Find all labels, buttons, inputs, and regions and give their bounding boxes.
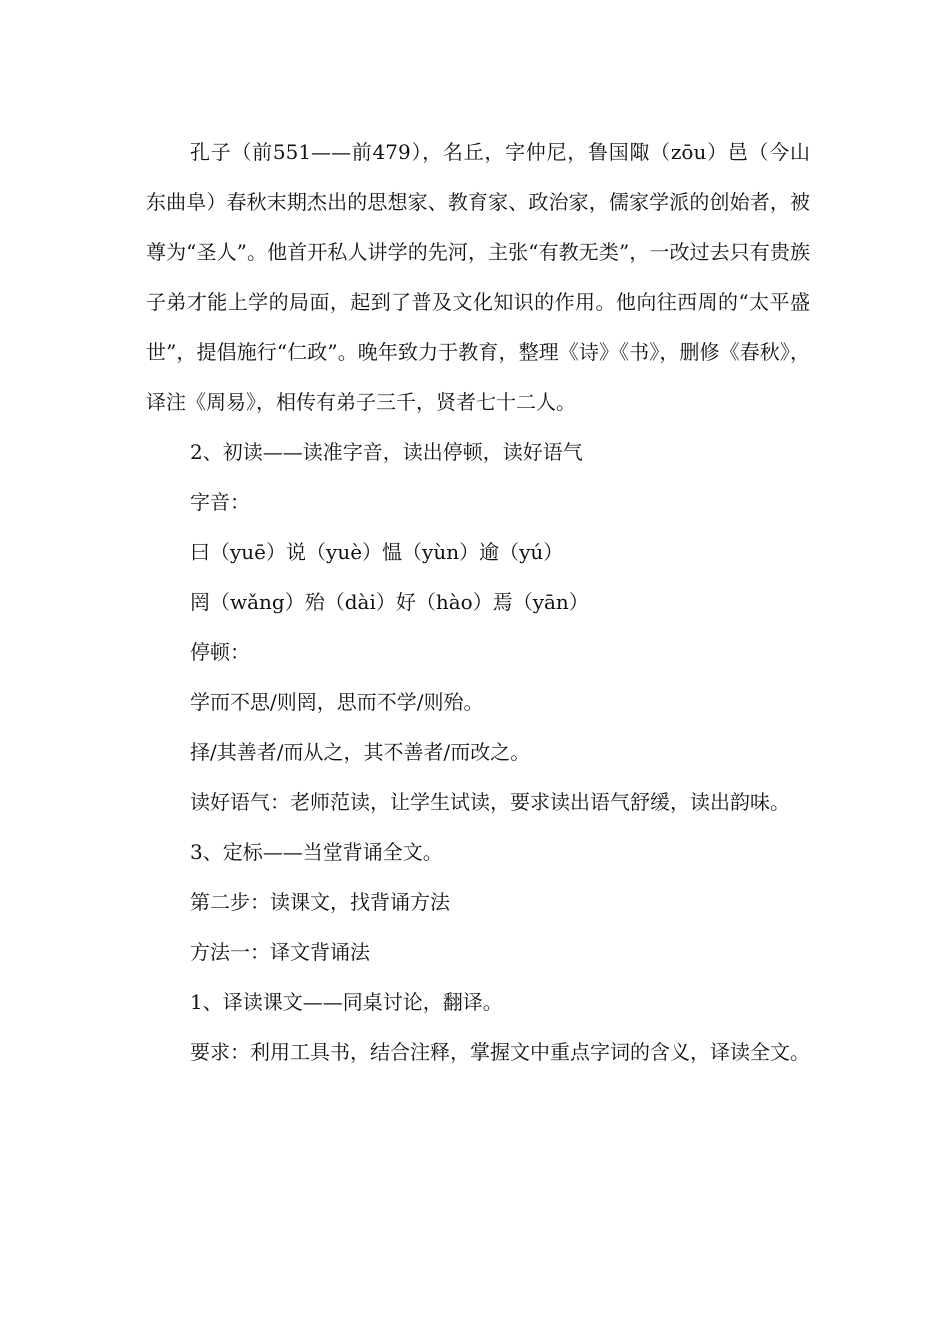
paragraph-pronunciation-line-1: 曰（yuē）说（yuè）愠（yùn）逾（yú） <box>190 540 564 564</box>
paragraph-pause-line-2: 择/其善者/而从之，其不善者/而改之。 <box>190 740 531 764</box>
paragraph-requirements: 要求：利用工具书，结合注释，掌握文中重点字词的含义，译读全文。 <box>190 1040 810 1064</box>
paragraph-step-two: 第二步：读课文，找背诵方法 <box>190 890 450 914</box>
paragraph-pause-line-1: 学而不思/则罔，思而不学/则殆。 <box>190 690 484 714</box>
paragraph-method-one: 方法一：译文背诵法 <box>190 940 370 964</box>
paragraph-pause-heading: 停顿： <box>190 640 250 664</box>
paragraph-confucius-intro: 孔子（前551——前479），名丘，字仲尼，鲁国陬（zōu）邑（今山东曲阜）春秋末期杰出的思想家、教育家、政治家，儒家学派的创始者，被尊为“圣人”。他首开私人讲学的先河，主张“有教无类”，一改过去只有贵族子弟才能上学的局面，起到了普及文化知识的作用。他向往西周的“太平盛世”，提倡施行“仁政”。晚年致力于教育，整理《诗》《书》，删修《春秋》，译注《周易》，相传有弟子三千，贤者七十二人。 <box>146 140 810 414</box>
paragraph-tone: 读好语气：老师范读，让学生试读，要求读出语气舒缓，读出韵味。 <box>190 790 790 814</box>
paragraph-pronunciation-line-2: 罔（wǎng）殆（dài）好（hào）焉（yān） <box>190 590 589 614</box>
paragraph-pronunciation-heading: 字音： <box>190 490 250 514</box>
paragraph-translate-reading: 1、译读课文——同桌讨论，翻译。 <box>190 990 503 1014</box>
document-body <box>146 127 810 1077</box>
paragraph-first-reading: 2、初读——读准字音，读出停顿，读好语气 <box>190 440 583 464</box>
paragraph-recite-goal: 3、定标——当堂背诵全文。 <box>190 840 443 864</box>
